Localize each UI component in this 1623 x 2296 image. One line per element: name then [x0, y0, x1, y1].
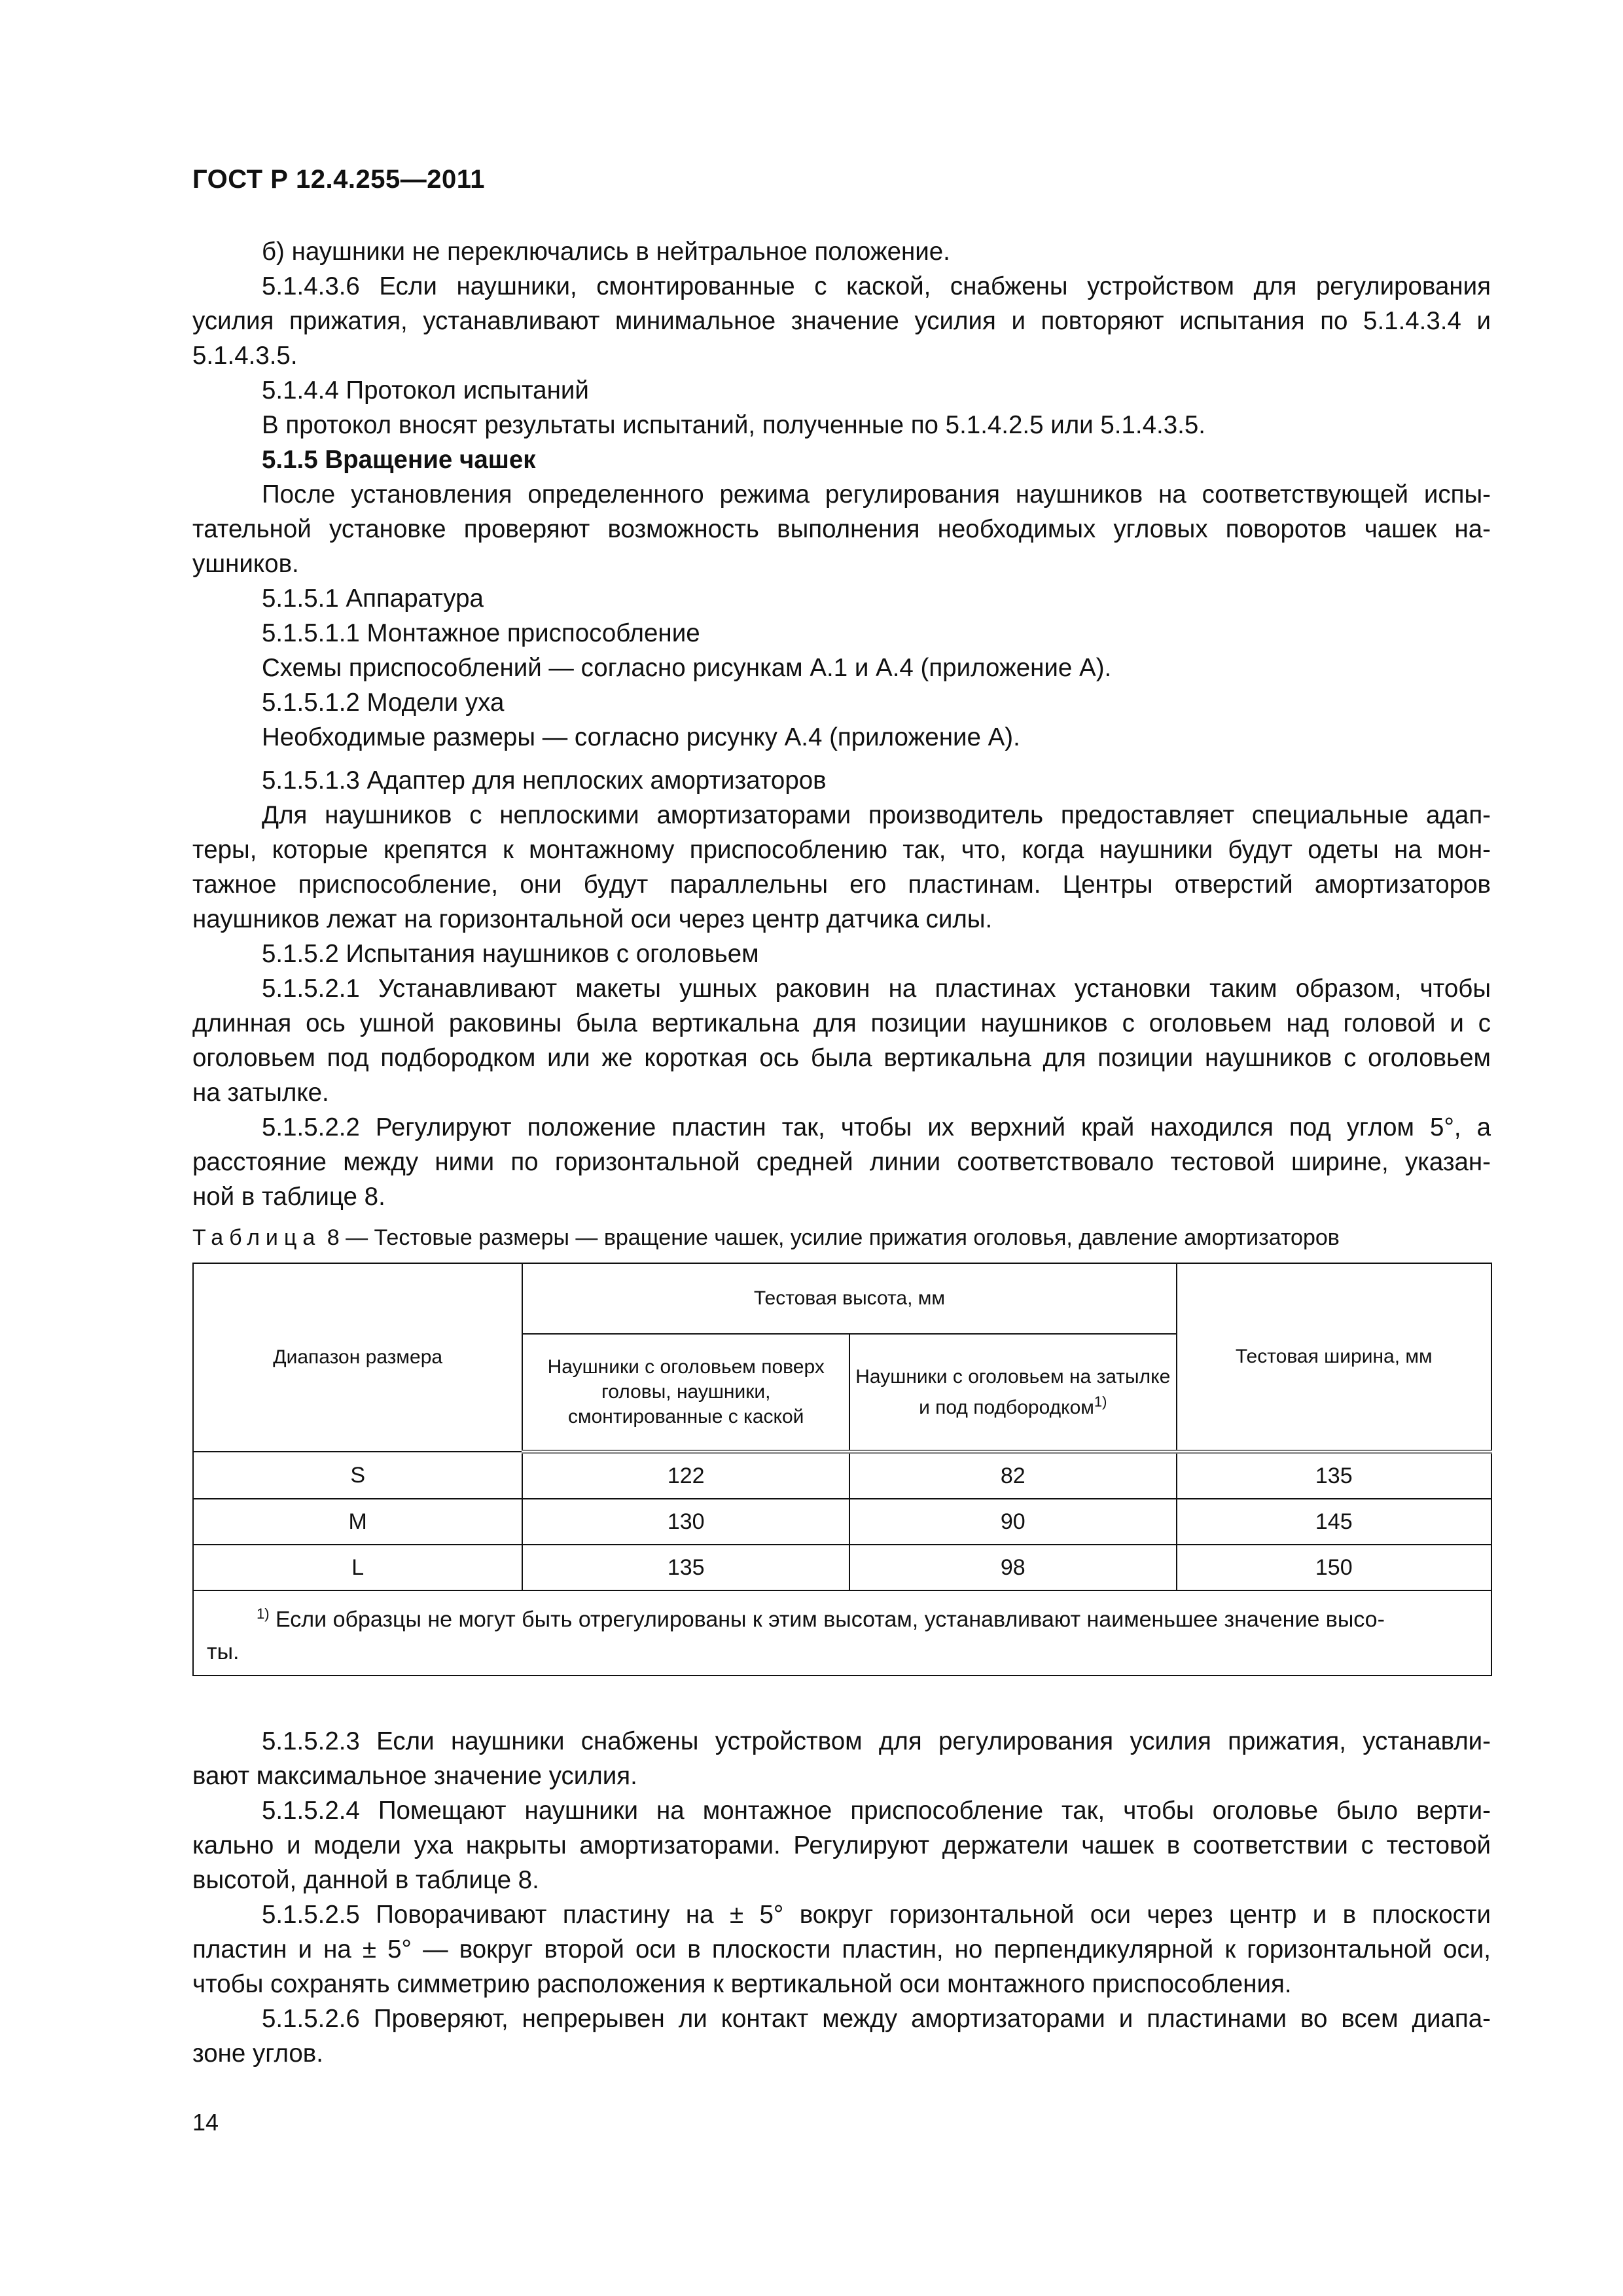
cell-width: 135	[1177, 1452, 1491, 1499]
cell-height-a: 122	[522, 1452, 849, 1499]
footnote-marker: 1)	[257, 1605, 270, 1622]
text-line: После установления определенного режима регулирования наушников на соответствующей испы-	[262, 480, 1491, 509]
section-heading: 5.1.5 Вращение чашек	[262, 446, 536, 474]
column-header-height: Тестовая высота, мм	[522, 1263, 1176, 1334]
text-line: усилия прижатия, устанавливают минимальное значение усилия и повторяют испытания по 5.1.4.3.4 и	[192, 307, 1491, 335]
column-header-height-a: Наушники с оголовьем поверх головы, наушники, смонтированные с каской	[522, 1334, 849, 1452]
cell-width: 145	[1177, 1499, 1491, 1545]
column-header-height-b-text: Наушники с оголовьем на затылке и под подбородком	[855, 1365, 1171, 1418]
cell-size: S	[193, 1452, 522, 1499]
text-line: В протокол вносят результаты испытаний, полученные по 5.1.4.2.5 или 5.1.4.3.5.	[262, 411, 1205, 439]
text-line: 5.1.4.3.6 Если наушники, смонтированные с каской, снабжены устройством для регулирования	[262, 272, 1491, 300]
text-line: б) наушники не переключались в нейтральное положение.	[262, 238, 950, 266]
footnote-text-1: Если образцы не могут быть отрегулированы к этим высотам, устанавливают наименьшее значение высо-	[269, 1607, 1385, 1632]
column-header-width: Тестовая ширина, мм	[1177, 1263, 1491, 1452]
document-header: ГОСТ Р 12.4.255—2011	[192, 165, 485, 194]
text-line: 5.1.5.2.6 Проверяют, непрерывен ли контакт между амортизаторами и пластинами во всем диапа-	[262, 2005, 1491, 2033]
column-header-height-b	[849, 1334, 1177, 1452]
footnote-text-2: ты.	[207, 1640, 240, 1665]
cell-size: M	[193, 1499, 522, 1545]
text-line: 5.1.5.2.1 Устанавливают макеты ушных раковин на пластинах установки таким образом, чтобы	[262, 975, 1491, 1003]
cell-width: 150	[1177, 1545, 1491, 1590]
text-line: наушников лежат на горизонтальной оси через центр датчика силы.	[192, 905, 993, 933]
table-row	[193, 1452, 1491, 1499]
text-line: тажное приспособление, они будут параллельны его пластинам. Центры отверстий амортизаторов	[192, 870, 1491, 899]
text-line: 5.1.5.2.4 Помещают наушники на монтажное приспособление так, чтобы оголовье было верти-	[262, 1797, 1491, 1825]
text-line: 5.1.5.1.3 Адаптер для неплоских амортизаторов	[262, 766, 827, 795]
text-line: 5.1.5.1.2 Модели уха	[262, 689, 505, 717]
text-line: 5.1.5.1 Аппаратура	[262, 584, 484, 613]
size-table	[192, 1263, 1492, 1676]
text-line: 5.1.5.2.3 Если наушники снабжены устройством для регулирования усилия прижатия, устанавли-	[262, 1727, 1491, 1755]
text-line: теры, которые крепятся к монтажному приспособлению так, что, когда наушники будут одеты на мон-	[192, 836, 1491, 864]
column-header-range: Диапазон размера	[193, 1263, 522, 1452]
cell-height-b: 98	[849, 1545, 1177, 1590]
text-line: пластин и на ± 5° — вокруг второй оси в плоскости пластин, но перпендикулярной к горизонтальной оси,	[192, 1935, 1491, 1964]
text-line: расстояние между ними по горизонтальной средней линии соответствовало тестовой ширине, указан-	[192, 1148, 1491, 1176]
cell-height-a: 135	[522, 1545, 849, 1590]
text-line: ушников.	[192, 550, 299, 578]
table-caption	[192, 1225, 1340, 1251]
text-line: зоне углов.	[192, 2039, 323, 2068]
text-line: 5.1.5.2 Испытания наушников с оголовьем	[262, 940, 759, 968]
text-line: на затылке.	[192, 1079, 329, 1107]
page-number: 14	[192, 2109, 219, 2136]
text-line: 5.1.5.1.1 Монтажное приспособление	[262, 619, 700, 647]
text-line: 5.1.4.3.5.	[192, 342, 298, 370]
text-line: высотой, данной в таблице 8.	[192, 1866, 539, 1894]
table-caption-text: 8 — Тестовые размеры — вращение чашек, усилие прижатия оголовья, давление амортизаторов	[321, 1225, 1340, 1250]
text-line: тательной установке проверяют возможность выполнения необходимых угловых поворотов чашек на-	[192, 515, 1491, 543]
footnote-marker: 1)	[1094, 1393, 1107, 1410]
text-line: 5.1.5.2.2 Регулируют положение пластин так, чтобы их верхний край находился под углом 5°, а	[262, 1113, 1491, 1141]
cell-height-a: 130	[522, 1499, 849, 1545]
text-line: Необходимые размеры — согласно рисунку А.4 (приложение А).	[262, 723, 1020, 751]
text-line: кально и модели уха накрыты амортизаторами. Регулируют держатели чашек в соответствии с тестовой	[192, 1831, 1491, 1859]
text-line: Для наушников с неплоскими амортизаторами производитель предоставляет специальные адап-	[262, 801, 1491, 829]
text-line: чтобы сохранять симметрию расположения к вертикальной оси монтажного приспособления.	[192, 1970, 1292, 1998]
text-line: вают максимальное значение усилия.	[192, 1762, 637, 1790]
table-footnote	[193, 1590, 1491, 1676]
table-row	[193, 1545, 1491, 1590]
table-row	[193, 1499, 1491, 1545]
cell-size: L	[193, 1545, 522, 1590]
cell-height-b: 82	[849, 1452, 1177, 1499]
text-line: Схемы приспособлений — согласно рисункам А.1 и А.4 (приложение А).	[262, 654, 1112, 682]
text-line: оголовьем под подбородком или же короткая ось была вертикальна для позиции наушников с оголовьем	[192, 1044, 1491, 1072]
cell-height-b: 90	[849, 1499, 1177, 1545]
text-line: 5.1.4.4 Протокол испытаний	[262, 376, 589, 404]
text-line: длинная ось ушной раковины была вертикальна для позиции наушников с оголовьем над головой и с	[192, 1009, 1491, 1037]
text-line: 5.1.5.2.5 Поворачивают пластину на ± 5° вокруг горизонтальной оси через центр и в плоскости	[262, 1901, 1491, 1929]
text-line: ной в таблице 8.	[192, 1183, 385, 1211]
table-caption-prefix: Таблица	[192, 1225, 321, 1250]
